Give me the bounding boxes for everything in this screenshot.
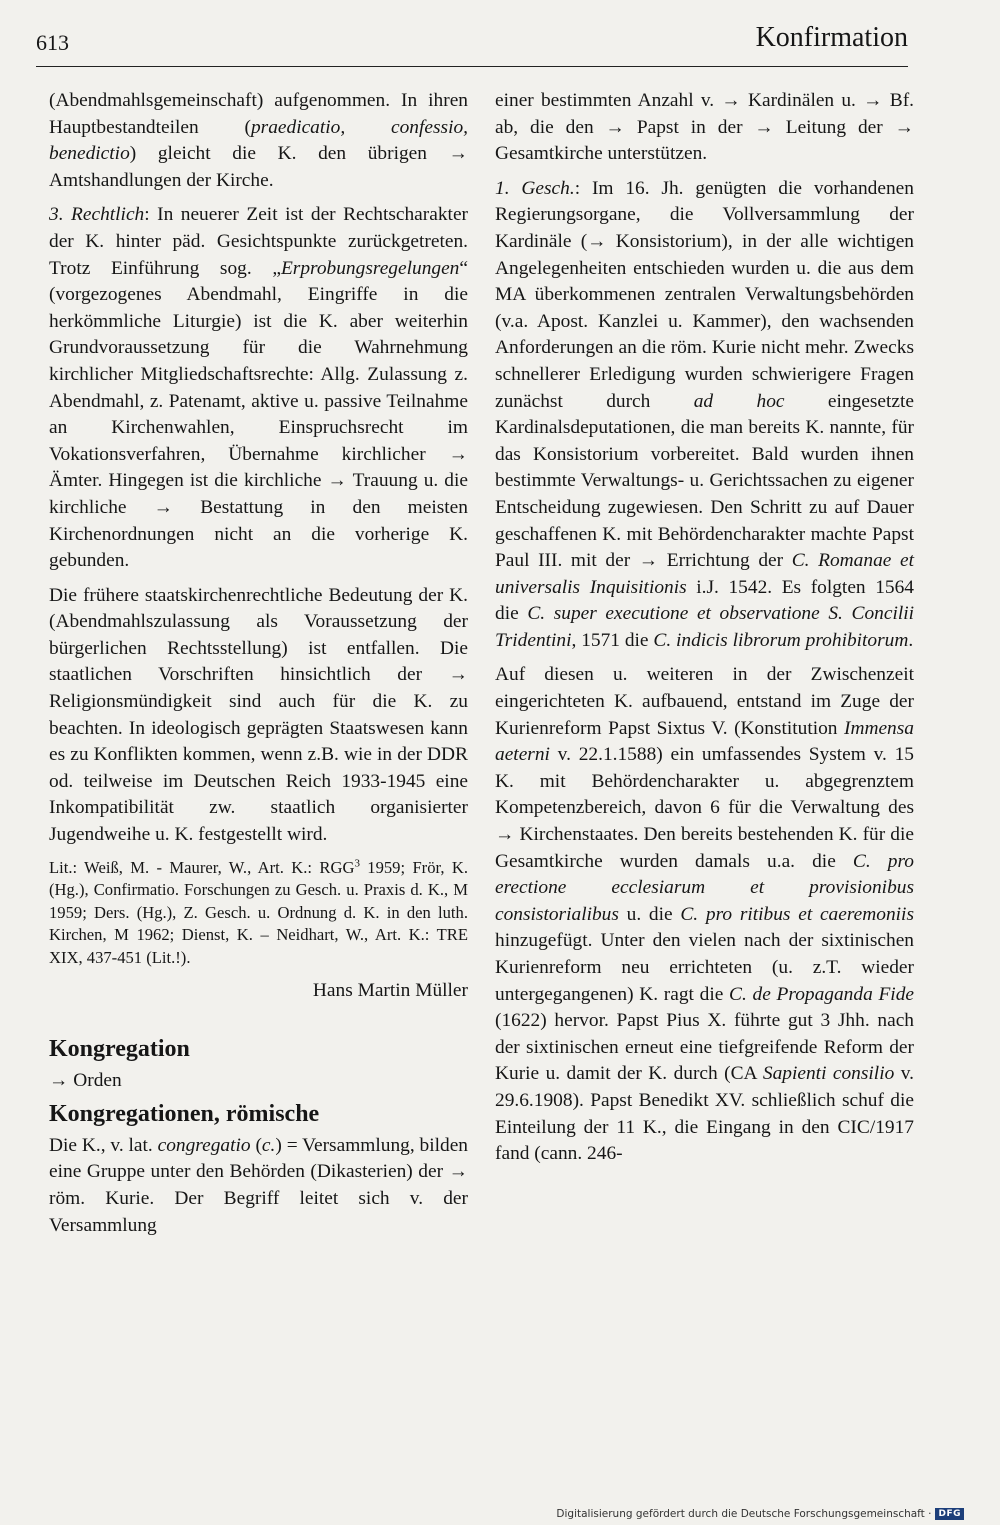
text-run-italic: C. pro ritibus et caeremoniis <box>680 903 914 925</box>
paragraph <box>49 88 468 194</box>
paragraph: Die frühere staatskirchenrechtliche Bedeutung der K. (Abendmahlszulassung als Voraussetzung der bürgerlichen Rechtsstellung) ist entfallen. Die staatlichen Vorschriften hinsichtlich der → Religionsmündigkeit sind auch für die K. zu beachten. In ideologisch geprägten Staatswesen kann es zu Konflikten kommen, wenn z.B. wie in der DDR od. teilweise im Deutschen Reich 1933-1945 eine Inkompatibilität zw. staatlich organisierter Jugendweihe u. K. festgestellt wird. <box>49 584 468 846</box>
text-run: (Abendmahlsgemeinschaft) aufgenommen. In ihren Hauptbestandteilen ( <box>49 90 468 138</box>
text-run-italic: C. Romanae et universalis Inquisitionis <box>495 550 914 598</box>
section-label: 1. Gesch. <box>495 177 575 199</box>
page-number: 613 <box>36 30 69 55</box>
text-run: v. 22.1.1588) ein umfassendes System v. 15 K. mit Behördencharakter u. abgegrenztem Kompetenzbereich, davon 6 für die Verwaltung des → Kirchenstaates. Den bereits bestehenden K. für die Gesamtkirche wurden damals u.a. die <box>495 744 914 872</box>
paragraph: einer bestimmten Anzahl v. → Kardinälen u. → Bf. ab, die den → Papst in der → Leitung der → Gesamtkirche unterstützen. <box>495 90 914 165</box>
text-run-italic: ad hoc <box>693 390 785 412</box>
text-run: i.J. 1542. Es folgten 1564 die <box>495 576 915 625</box>
right-column <box>495 88 914 1176</box>
author-name: Hans Martin Müller <box>312 979 468 1001</box>
text-run: eingesetzte Kardinalsdeputationen, die man bereits K. nannte, für das Konsistorium vorbereitet. Bald wurden ihnen bestimmte Verwaltungs- u. Gerichtssachen zu eigener Entscheidung zugewiesen. Den Schritt zu auf Dauer geschaffenen K. mit Behördencharakter machte Papst Paul III. mit der → Errichtung der <box>495 390 914 572</box>
running-head: Konfirmation <box>755 22 908 53</box>
text-run: ( <box>250 1134 262 1156</box>
paragraph <box>495 662 914 1167</box>
text-run-italic: Sapienti consilio <box>762 1063 895 1085</box>
credit-text: Digitalisierung gefördert durch die Deutsche Forschungsgemeinschaft · <box>556 1508 932 1520</box>
text-run-italic: C. pro erectione ecclesiarum et provisionibus consistorialibus <box>495 850 914 925</box>
text-run: hinzugefügt. Unter den vielen nach der sixtinischen Kurienreform neu errichteten (u. z.T. wieder untergegangenen) K. ragt die <box>495 930 914 1005</box>
text-run-italic: praedicatio, confessio, benedictio <box>49 116 469 165</box>
text-run: 1959; Frör, K. (Hg.), Confirmatio. Forschungen zu Gesch. u. Praxis d. K., M 1959; Ders. (Hg.), Z. Gesch. u. Ordnung d. K. in den luth. Kirchen, M 1962; Dienst, K. – Neidhart, W., Art. K.: TRE XIX, 437-451 (Lit.!). <box>49 857 468 967</box>
text-run: : Im 16. Jh. genügten die vorhandenen Regierungsorgane, die Vollversammlung der Kardinäle (→ Konsistorium), in der alle wichtigen Angelegenheiten entschieden wurden u. die aus dem MA überkommenen zentralen Verwaltungsbehörden (v.a. Apost. Kanzlei u. Kammer), den wachsenden Anforderungen an die röm. Kurie nicht mehr. Zwecks schnellerer Erledigung wurden schwierigere Fragen zunächst durch <box>495 177 914 412</box>
paragraph <box>49 1133 468 1239</box>
dfg-logo: DFG <box>935 1508 964 1520</box>
text-run: (1622) hervor. Papst Pius X. führte gut 3 Jhh. nach der sixtinischen erneut eine tiefgreifende Reform der Kurie u. damit der K. durch (CA <box>495 1010 914 1085</box>
text-run-italic: C. de Propaganda Fide <box>729 983 914 1005</box>
paragraph <box>49 202 468 574</box>
entry-heading-kongregation: Kongregation <box>49 1036 190 1063</box>
text-run-italic: C. indicis librorum prohibitorum <box>653 629 909 651</box>
text-run: ) gleicht die K. den übrigen → Amtshandlungen der Kirche. <box>49 143 468 191</box>
text-run: Die K., v. lat. <box>49 1134 158 1156</box>
text-run: , 1571 die <box>571 629 654 651</box>
header-rule <box>36 66 908 67</box>
text-run-italic: Erprobungsregelungen <box>280 257 460 279</box>
left-column <box>49 88 468 1247</box>
text-run-italic: Immensa aeterni <box>495 717 914 766</box>
text-run: Auf diesen u. weiteren in der Zwischenzeit eingerichteten K. aufbauend, entstand im Zuge der Kurienreform Papst Sixtus V. (Konstitution <box>495 664 914 739</box>
text-run: ) = Versammlung, bilden eine Gruppe unter den Behörden (Dikasterien) der → röm. Kurie. Der Begriff leitet sich v. der Versammlung <box>49 1134 468 1236</box>
text-run: . <box>908 629 914 651</box>
text-run-italic: congregatio <box>157 1134 251 1156</box>
entry-heading-kongregationen: Kongregationen, römische <box>49 1100 320 1127</box>
text-run: Lit.: Weiß, M. - Maurer, W., Art. K.: RGG <box>49 857 355 877</box>
section-label: 3. Rechtlich <box>49 204 145 226</box>
literature-list <box>49 857 468 970</box>
text-run: : In neuerer Zeit ist der Rechtscharakter der K. hinter päd. Gesichtspunkte zurückgetreten. Trotz Einführung sog. „ <box>49 204 469 279</box>
cross-reference: → Orden <box>49 1070 122 1092</box>
paragraph <box>495 176 914 655</box>
text-run: “ (vorgezogenes Abendmahl, Eingriffe in die herkömmliche Liturgie) ist die K. aber weiterhin Grundvoraussetzung für die Wahrnehmung kirchlicher Mitgliedschaftsrechte: Allg. Zulassung z. Abendmahl, z. Patenamt, aktive u. passive Teilnahme an Kirchenwahlen, Einspruchsrecht im Vokationsverfahren, Übernahme kirchlicher → Ämter. Hingegen ist die kirchliche → Trauung u. die kirchliche → Bestattung in den meisten Kirchenordnungen nicht an die vorherige K. gebunden. <box>49 257 468 572</box>
text-run: u. die <box>618 903 681 925</box>
superscript: 3 <box>354 857 360 870</box>
digitization-credit <box>556 1508 964 1520</box>
text-run-italic: C. super executione et observatione S. Concilii Tridentini <box>495 603 914 651</box>
text-run-italic: c. <box>261 1134 276 1156</box>
text-run: v. 29.6.1908). Papst Benedikt XV. schließlich schuf die Einteilung der 11 K., die Eingang in den CIC/1917 fand (cann. 246- <box>495 1063 914 1165</box>
